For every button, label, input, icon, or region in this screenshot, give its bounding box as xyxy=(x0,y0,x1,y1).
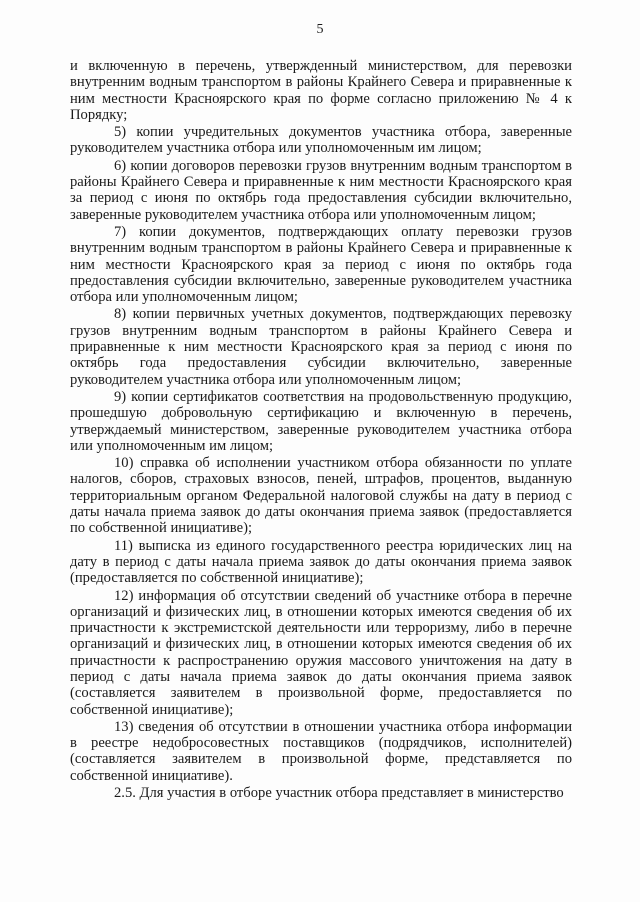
paragraph-item-11: 11) выписка из единого государственного реестра юридических лиц на дату в период с даты начала приема заявок до даты окончания приема заявок (предоставляется по собственной инициативе); xyxy=(70,537,572,587)
paragraph-section-2-5: 2.5. Для участия в отборе участник отбора представляет в министерство xyxy=(114,785,564,802)
document-body xyxy=(70,58,572,801)
paragraph-item-10: 10) справка об исполнении участником отбора обязанности по уплате налогов, сборов, страховых взносов, пеней, штрафов, процентов, выданную территориальным органом Федеральной налоговой службы на дату в период с даты начала приема заявок до даты окончания приема заявок (предоставляется по собственной инициативе); xyxy=(70,455,572,537)
paragraph-item-13: 13) сведения об отсутствии в отношении участника отбора информации в реестре недобросовестных поставщиков (подрядчиков, исполнителей) (составляется заявителем в произвольной форме, представляется по собственной инициативе). xyxy=(70,718,572,784)
paragraph-item-12: 12) информация об отсутствии сведений об участнике отбора в перечне организаций и физических лиц, в отношении которых имеются сведения об их причастности к экстремистской деятельности или терроризму, либо в перечне организаций и физических лиц, в отношении которых имеются сведения об их причастности к распространению оружия массового уничтожения на дату в период с даты начала приема заявок до даты окончания приема заявок (составляется заявителем в произвольной форме, предоставляется по собственной инициативе); xyxy=(70,587,572,718)
page-number: 5 xyxy=(316,22,324,37)
paragraph-item-9: 9) копии сертификатов соответствия на продовольственную продукцию, прошедшую добровольную сертификацию и включенную в перечень, утверждаемый министерством, заверенные руководителем участника отбора или уполномоченным им лицом; xyxy=(70,388,572,454)
paragraph-continuation: и включенную в перечень, утвержденный министерством, для перевозки внутренним водным транспортом в районы Крайнего Севера и приравненные к ним местности Красноярского края по форме согласно приложению № 4 к Порядку; xyxy=(70,58,572,123)
paragraph-item-6: 6) копии договоров перевозки грузов внутренним водным транспортом в районы Крайнего Севера и приравненные к ним местности Красноярского края за период с июня по октябрь года предоставления субсидии включительно, заверенные руководителем участника отбора или уполномоченным лицом; xyxy=(70,157,572,223)
paragraph-item-8: 8) копии первичных учетных документов, подтверждающих перевозку грузов внутренним водным транспортом в районы Крайнего Севера и приравненные к ним местности Красноярского края за период с июня по октябрь года предоставления субсидии включительно, заверенные руководителем участника отбора или уполномоченным лицом; xyxy=(70,306,572,388)
paragraph-item-7: 7) копии документов, подтверждающих оплату перевозки грузов внутренним водным транспортом в районы Крайнего Севера и приравненные к ним местности Красноярского края за период с июня по октябрь года предоставления субсидии включительно, заверенные руководителем участника отбора или уполномоченным лицом; xyxy=(70,223,572,306)
paragraph-item-5: 5) копии учредительных документов участника отбора, заверенные руководителем участника отбора или уполномоченным им лицом; xyxy=(70,124,572,157)
